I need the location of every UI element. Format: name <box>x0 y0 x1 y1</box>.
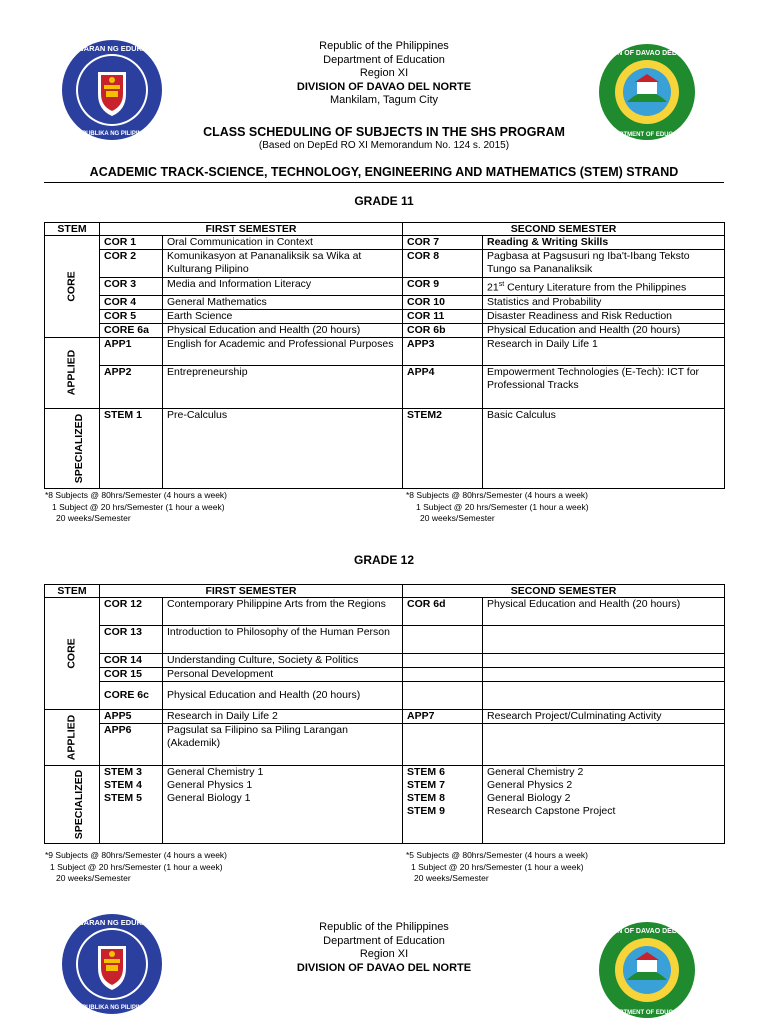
subject-title: Entrepreneurship <box>163 365 403 408</box>
title-rule <box>44 182 724 183</box>
subject-code <box>403 654 483 668</box>
subject-title: Disaster Readiness and Risk Reduction <box>483 309 725 323</box>
grade11-table <box>44 222 725 489</box>
subject-code: COR 6d <box>403 598 483 626</box>
subject-title: 21st Century Literature from the Philippines <box>483 278 725 296</box>
subject-title: Introduction to Philosophy of the Human Person <box>163 626 403 654</box>
letterhead-department: Department of Education <box>323 53 445 66</box>
subject-code-list: STEM 3 STEM 4 STEM 5 <box>100 766 163 844</box>
category-core: CORE <box>45 598 100 710</box>
footer-division: DIVISION OF DAVAO DEL NORTE <box>296 961 472 974</box>
col-second-semester: SECOND SEMESTER <box>403 223 725 236</box>
subject-title-list: General Chemistry 2 General Physics 2 General Biology 2 Research Capstone Project <box>483 766 725 844</box>
grade12-note-second: *5 Subjects @ 80hrs/Semester (4 hours a week) 1 Subject @ 20 hrs/Semester (1 hour a week) 20 weeks/Semester <box>406 850 589 883</box>
subject-code: COR 10 <box>403 295 483 309</box>
letterhead <box>0 40 768 108</box>
logo-left-ring-top: KAGAWARAN NG EDUKASYON <box>60 44 164 53</box>
subject-code <box>403 668 483 682</box>
table-row <box>45 408 725 488</box>
letterhead-republic: Republic of the Philippines <box>319 40 449 52</box>
category-core: CORE <box>45 236 100 338</box>
subject-title: Komunikasyon at Pananaliksik sa Wika at Kulturang Pilipino <box>163 250 403 278</box>
table-row <box>45 654 725 668</box>
col-stem: STEM <box>45 223 100 236</box>
grade12-heading: GRADE 12 <box>353 553 415 567</box>
subject-code: COR 2 <box>100 250 163 278</box>
footer-logo-right-ring-bottom: DEPARTMENT OF EDUCATION <box>602 1010 692 1016</box>
grade12-note-first: *9 Subjects @ 80hrs/Semester (4 hours a week) 1 Subject @ 20 hrs/Semester (1 hour a week) 20 weeks/Semester <box>45 850 228 883</box>
subject-title-list: General Chemistry 1 General Physics 1 General Biology 1 <box>163 766 403 844</box>
subject-code: APP7 <box>403 710 483 724</box>
subject-title: English for Academic and Professional Purposes <box>163 337 403 365</box>
footer-region: Region XI <box>359 948 409 960</box>
subject-title <box>483 724 725 766</box>
grade11-note-second: *8 Subjects @ 80hrs/Semester (4 hours a week) 1 Subject @ 20 hrs/Semester (1 hour a week) 20 weeks/Semester <box>406 490 589 523</box>
category-applied: APPLIED <box>45 337 100 408</box>
subject-code-list: STEM 6 STEM 7 STEM 8 STEM 9 <box>403 766 483 844</box>
subject-title: Physical Education and Health (20 hours) <box>163 682 403 710</box>
subject-code: CORE 6c <box>100 682 163 710</box>
subject-title <box>483 682 725 710</box>
subject-title: Research in Daily Life 1 <box>483 337 725 365</box>
footer-logo-left-ring-top: KAGAWARAN NG EDUKASYON <box>60 918 164 927</box>
subject-code: COR 14 <box>100 654 163 668</box>
subject-code <box>403 682 483 710</box>
subject-title: Research in Daily Life 2 <box>163 710 403 724</box>
subject-code: COR 7 <box>403 236 483 250</box>
table-row <box>45 337 725 365</box>
table-row <box>45 598 725 626</box>
subject-title: Pagbasa at Pagsusuri ng Iba't-Ibang Teksto Tungo sa Pananaliksik <box>483 250 725 278</box>
subject-code: APP2 <box>100 365 163 408</box>
subject-title: General Mathematics <box>163 295 403 309</box>
subject-code: APP1 <box>100 337 163 365</box>
table-header-row <box>45 223 725 236</box>
subject-title: Pagsulat sa Filipino sa Piling Larangan (Akademik) <box>163 724 403 766</box>
subject-title: Understanding Culture, Society & Politics <box>163 654 403 668</box>
logo-right-ring-top: DIVISION OF DAVAO DEL NORTE <box>597 50 697 57</box>
subject-code: APP4 <box>403 365 483 408</box>
subject-title: Basic Calculus <box>483 408 725 488</box>
subject-title: Empowerment Technologies (E-Tech): ICT for Professional Tracks <box>483 365 725 408</box>
strand-title: ACADEMIC TRACK-SCIENCE, TECHNOLOGY, ENGINEERING AND MATHEMATICS (STEM) STRAND <box>89 165 679 179</box>
subject-title: Physical Education and Health (20 hours) <box>483 323 725 337</box>
footer-department: Department of Education <box>323 934 445 947</box>
subject-code: COR 4 <box>100 295 163 309</box>
document-subtitle: (Based on DepEd RO XI Memorandum No. 124 s. 2015) <box>258 140 510 151</box>
subject-code: APP5 <box>100 710 163 724</box>
grade11-note-first: *8 Subjects @ 80hrs/Semester (4 hours a week) 1 Subject @ 20 hrs/Semester (1 hour a week) 20 weeks/Semester <box>45 490 228 523</box>
table-row <box>45 278 725 296</box>
document-title: CLASS SCHEDULING OF SUBJECTS IN THE SHS PROGRAM <box>203 125 565 139</box>
logo-left-ring-bottom: REPUBLIKA NG PILIPINAS <box>73 131 151 137</box>
subject-title: Pre-Calculus <box>163 408 403 488</box>
footer-logo-left-ring-bottom: REPUBLIKA NG PILIPINAS <box>73 1005 151 1011</box>
subject-code: COR 13 <box>100 626 163 654</box>
category-specialized: SPECIALIZED <box>45 408 100 488</box>
subject-title: Earth Science <box>163 309 403 323</box>
subject-title: Media and Information Literacy <box>163 278 403 296</box>
table-row <box>45 766 725 844</box>
col-first-semester: FIRST SEMESTER <box>100 223 403 236</box>
subject-code: APP6 <box>100 724 163 766</box>
subject-code: APP3 <box>403 337 483 365</box>
subject-code: COR 11 <box>403 309 483 323</box>
table-row <box>45 668 725 682</box>
subject-code: STEM2 <box>403 408 483 488</box>
table-header-row <box>45 585 725 598</box>
subject-title <box>483 668 725 682</box>
col-stem: STEM <box>45 585 100 598</box>
footer-logo-right-ring-top: DIVISION OF DAVAO DEL NORTE <box>597 928 697 935</box>
subject-code: COR 1 <box>100 236 163 250</box>
table-row <box>45 236 725 250</box>
table-row <box>45 365 725 408</box>
subject-code: COR 9 <box>403 278 483 296</box>
letterhead-division: DIVISION OF DAVAO DEL NORTE <box>296 80 472 93</box>
subject-title: Reading & Writing Skills <box>483 236 725 250</box>
subject-code: COR 12 <box>100 598 163 626</box>
grade11-heading: GRADE 11 <box>354 194 414 208</box>
logo-right-ring-bottom: DEPARTMENT OF EDUCATION <box>602 132 692 138</box>
subject-code: COR 5 <box>100 309 163 323</box>
table-row <box>45 626 725 654</box>
table-row <box>45 724 725 766</box>
category-specialized: SPECIALIZED <box>45 766 100 844</box>
subject-code: COR 6b <box>403 323 483 337</box>
subject-title: Physical Education and Health (20 hours) <box>163 323 403 337</box>
footer-republic: Republic of the Philippines <box>319 921 449 933</box>
subject-title: Personal Development <box>163 668 403 682</box>
letterhead-address: Mankilam, Tagum City <box>330 94 438 106</box>
subject-title: Contemporary Philippine Arts from the Regions <box>163 598 403 626</box>
category-applied: APPLIED <box>45 710 100 766</box>
col-second-semester: SECOND SEMESTER <box>403 585 725 598</box>
subject-code: COR 3 <box>100 278 163 296</box>
table-row <box>45 309 725 323</box>
letterhead-region: Region XI <box>359 67 409 79</box>
subject-code <box>403 724 483 766</box>
subject-title: Research Project/Culminating Activity <box>483 710 725 724</box>
subject-title: Statistics and Probability <box>483 295 725 309</box>
table-row <box>45 323 725 337</box>
subject-code: STEM 1 <box>100 408 163 488</box>
table-row <box>45 682 725 710</box>
grade12-table <box>44 584 725 844</box>
subject-code: CORE 6a <box>100 323 163 337</box>
subject-title: Physical Education and Health (20 hours) <box>483 598 725 626</box>
table-row <box>45 295 725 309</box>
col-first-semester: FIRST SEMESTER <box>100 585 403 598</box>
subject-code <box>403 626 483 654</box>
footer-letterhead <box>0 921 768 975</box>
subject-code: COR 8 <box>403 250 483 278</box>
table-row <box>45 250 725 278</box>
subject-title: Oral Communication in Context <box>163 236 403 250</box>
subject-title <box>483 626 725 654</box>
subject-code: COR 15 <box>100 668 163 682</box>
table-row <box>45 710 725 724</box>
subject-title <box>483 654 725 668</box>
